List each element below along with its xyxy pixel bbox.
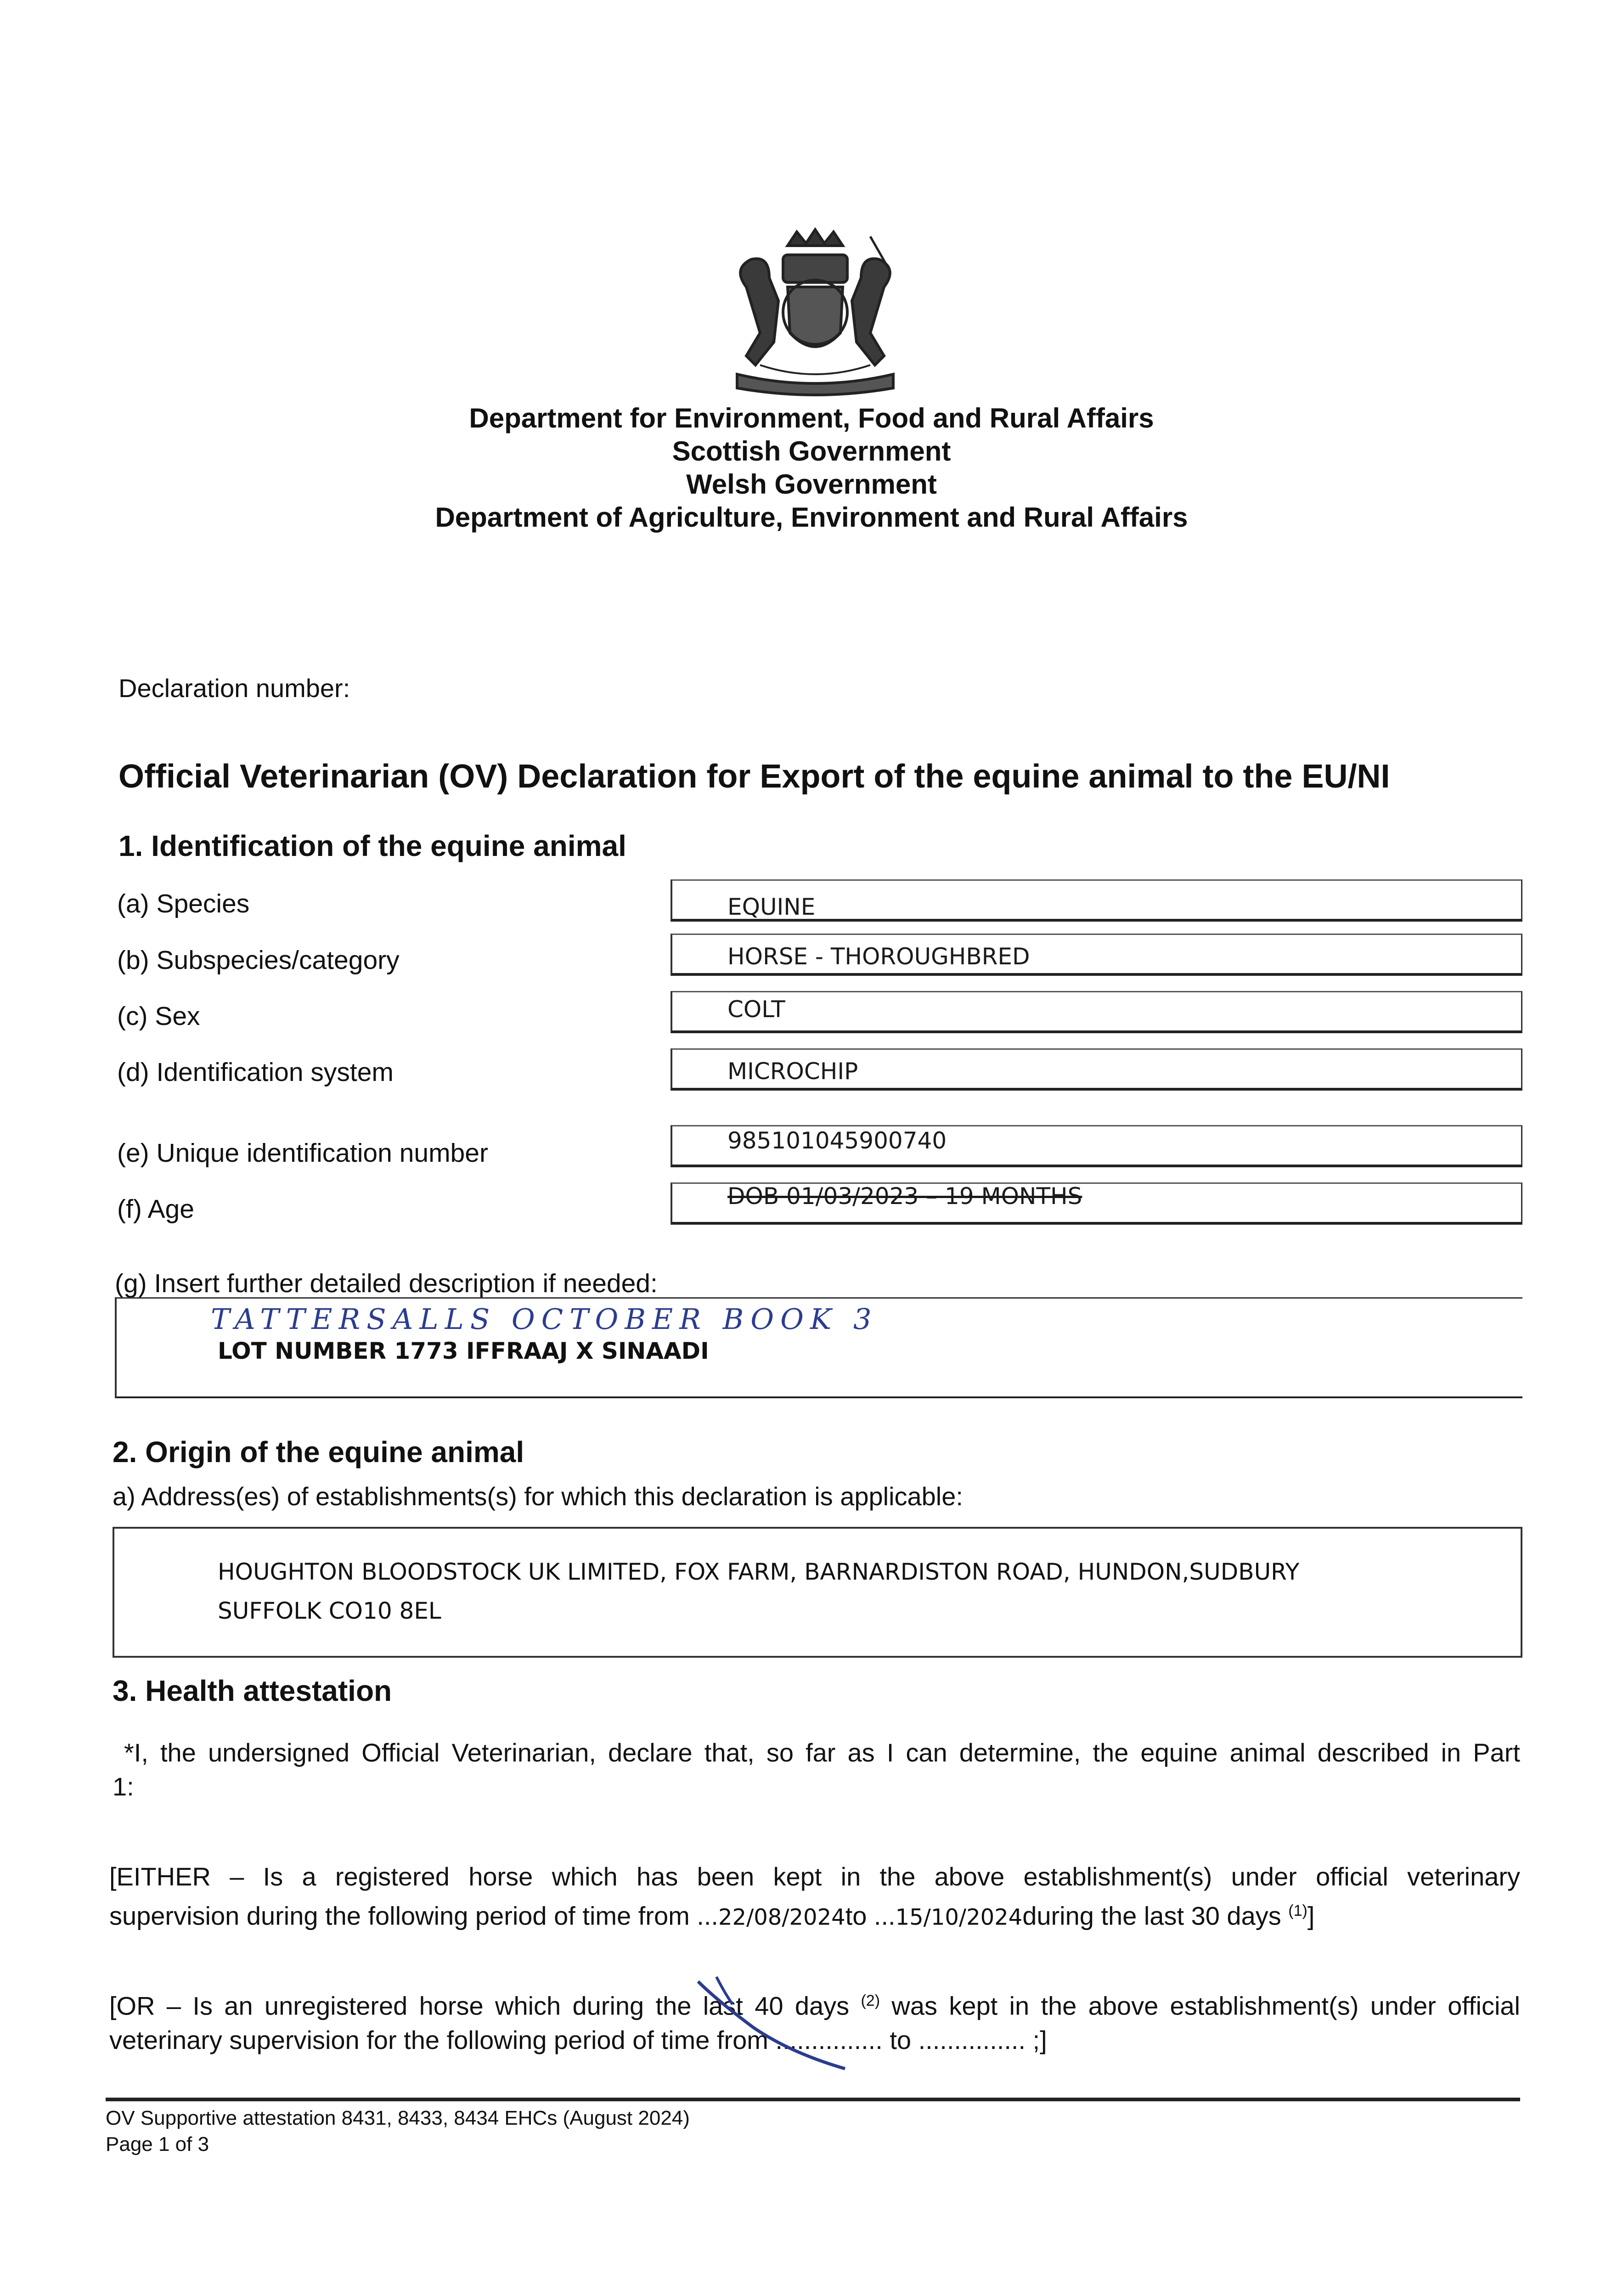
section-heading: 2. Origin of the equine animal: [113, 1435, 524, 1469]
age-field: [671, 1182, 1522, 1225]
department-name: Scottish Government: [672, 436, 951, 467]
identification-system-label: (d) Identification system: [117, 1058, 394, 1087]
paragraph-line: 1:: [113, 1772, 134, 1801]
unique-id-value: 985101045900740: [727, 1127, 947, 1154]
either-text: to ...: [845, 1901, 896, 1930]
species-field: [671, 879, 1522, 922]
unique-id-label: (e) Unique identification number: [117, 1138, 488, 1168]
section-heading: 3. Health attestation: [113, 1674, 392, 1707]
department-name: Department for Environment, Food and Rural Affairs: [469, 403, 1154, 433]
address-box: [113, 1527, 1522, 1658]
health-intro: [113, 1736, 1520, 1804]
further-description-label: (g) Insert further detailed description if needed:: [115, 1269, 658, 1298]
department-name: Department of Agriculture, Environment and Rural Affairs: [435, 502, 1188, 533]
footer-rule: [106, 2098, 1520, 2101]
further-description-box: [115, 1297, 1522, 1398]
either-from-date: 22/08/2024: [718, 1904, 845, 1930]
paragraph-line: [109, 1894, 1520, 1935]
subspecies-field: [671, 934, 1522, 976]
address-line: SUFFOLK CO10 8EL: [218, 1598, 441, 1624]
page-title: Official Veterinarian (OV) Declaration for Export of the equine animal to the EU/NI: [118, 758, 1390, 795]
paragraph-line: [EITHER – Is a registered horse which has been kept in the above establishment(s) under official veterinary: [109, 1862, 1520, 1891]
address-line: HOUGHTON BLOODSTOCK UK LIMITED, FOX FARM, BARNARDISTON ROAD, HUNDON,SUDBURY: [218, 1559, 1300, 1585]
footer-form-id: OV Supportive attestation 8431, 8433, 8434 EHCs (August 2024): [106, 2107, 690, 2129]
unique-id-field: [671, 1125, 1522, 1167]
either-close: ]: [1307, 1901, 1315, 1930]
royal-coat-of-arms-icon: [719, 227, 912, 400]
identification-system-value: MICROCHIP: [727, 1058, 858, 1085]
either-text: supervision during the following period of time from ...: [109, 1901, 718, 1930]
footnote-marker: (1): [1288, 1902, 1307, 1919]
species-label: (a) Species: [117, 889, 250, 918]
or-text: was kept in the above establishment(s) under official: [880, 1991, 1520, 2020]
lot-number-text: LOT NUMBER 1773 IFFRAAJ X SINAADI: [218, 1338, 709, 1364]
address-label: a) Address(es) of establishments(s) for which this declaration is applicable:: [113, 1482, 963, 1511]
section-heading: 1. Identification of the equine animal: [118, 829, 626, 862]
paragraph-line: *I, the undersigned Official Veterinarian, declare that, so far as I can determine, the equine animal described in Part: [124, 1738, 1520, 1767]
page-number: Page 1 of 3: [106, 2133, 209, 2155]
strike-through-mark: [689, 1972, 854, 2076]
sex-label: (c) Sex: [117, 1002, 200, 1031]
declaration-number-label: Declaration number:: [118, 674, 350, 703]
sex-field: [671, 991, 1522, 1033]
subspecies-label: (b) Subspecies/category: [117, 945, 400, 975]
footnote-marker: (2): [861, 1992, 880, 2009]
either-text: during the last 30 days: [1022, 1901, 1289, 1930]
or-text: [OR – Is an unregistered horse which during the last 40 days: [109, 1991, 861, 2020]
age-value: DOB 01/03/2023 – 19 MONTHS: [727, 1183, 1082, 1210]
age-label: (f) Age: [117, 1194, 194, 1224]
paragraph-line: veterinary supervision for the following period of time from ............... to ............... ;]: [109, 2025, 1047, 2054]
sex-value: COLT: [727, 996, 785, 1023]
either-clause: [109, 1860, 1520, 1935]
species-value: EQUINE: [727, 894, 816, 920]
department-name: Welsh Government: [686, 469, 937, 500]
either-to-date: 15/10/2024: [895, 1904, 1023, 1930]
handwritten-note: TATTERSALLS OCTOBER BOOK 3: [211, 1302, 878, 1336]
subspecies-value: HORSE - THOROUGHBRED: [727, 943, 1030, 970]
identification-system-field: [671, 1048, 1522, 1091]
